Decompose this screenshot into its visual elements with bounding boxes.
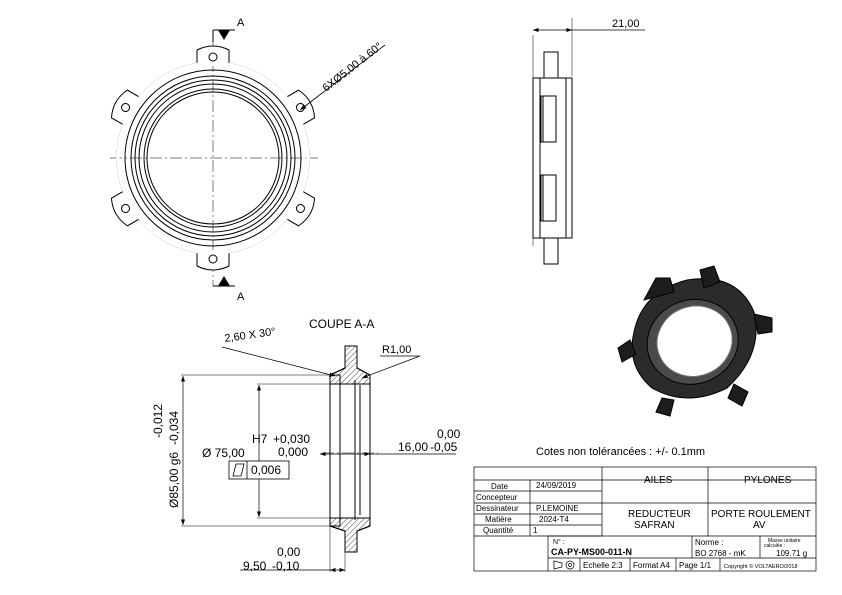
quantite-label: Quantité (483, 526, 514, 535)
copyright: Copyright © VOLTAERO/2018 (724, 564, 798, 570)
masse-label-1: Masse unitaire (768, 538, 801, 544)
projection-symbol (554, 561, 574, 569)
depth-tol-lower: -0,05 (430, 440, 458, 454)
side-width-dim: 21,00 (612, 18, 640, 30)
norme-value: BO 2768 - mK (695, 549, 746, 558)
iso-view (618, 266, 772, 416)
masse-label-2: calculée : (764, 543, 786, 549)
section-title: COUPE A-A (309, 317, 375, 331)
bore-tol-lower: 0,000 (278, 445, 309, 459)
page-number: Page 1/1 (679, 561, 712, 570)
depth-main: 16,00 (398, 440, 429, 454)
general-tolerance-note: Cotes non tolérancées : +/- 0.1mm (536, 446, 706, 458)
outer-dia-tol-upper: -0,012 (151, 403, 165, 438)
date-value: 24/09/2019 (536, 481, 577, 490)
assembly-line1: REDUCTEUR (628, 509, 691, 520)
matiere-value: 2024-T4 (539, 515, 569, 524)
project-left: AILES (644, 475, 673, 486)
format: Format A4 (633, 561, 670, 570)
masse-value: 109.71 g (776, 549, 808, 558)
date-label: Date (491, 482, 508, 491)
bore-tol-upper: +0,030 (273, 432, 311, 446)
dessinateur-label: Dessinateur (476, 504, 519, 513)
part-line2: AV (753, 520, 766, 531)
outer-dia-main: Ø85,00 g6 (167, 451, 181, 508)
project-right: PYLONES (744, 475, 792, 486)
hole-callout: 6XØ5,00 à 60° (320, 40, 385, 95)
concepteur-label: Concepteur (476, 493, 518, 502)
flange-main: 9,50 (243, 559, 267, 573)
echelle: Echelle 2:3 (583, 561, 623, 570)
gdt-value: 0,006 (251, 463, 282, 477)
bore-fit: H7 (252, 432, 268, 446)
flange-tol-upper: 0,00 (277, 545, 301, 559)
part-line1: PORTE ROULEMENT (711, 509, 811, 520)
chamfer-dim: 2,60 X 30° (223, 325, 277, 345)
section-letter-top: A (237, 17, 245, 29)
outer-dia-tol-lower: -0,034 (167, 410, 181, 445)
flange-tol-lower: -0,10 (272, 559, 300, 573)
radius-dim: R1,00 (382, 344, 412, 356)
bore-dia: Ø 75,00 (202, 446, 245, 460)
side-view (533, 18, 645, 264)
no-value: CA-PY-MS00-011-N (551, 547, 633, 557)
section-letter-bottom: A (237, 291, 245, 303)
matiere-label: Matière (485, 515, 512, 524)
quantite-value: 1 (533, 526, 538, 535)
norme-label: Norme : (695, 538, 724, 547)
no-label: N° : (553, 539, 565, 546)
dessinateur-value: P.LEMOINE (536, 504, 579, 513)
assembly-line2: SAFRAN (634, 520, 675, 531)
depth-tol-upper: 0,00 (437, 427, 461, 441)
